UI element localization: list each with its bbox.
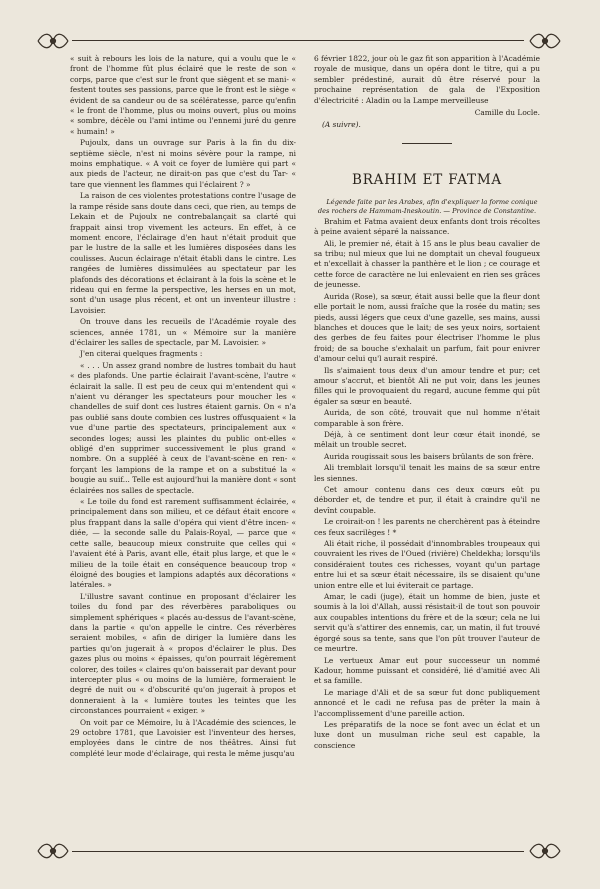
paragraph: Ali tremblait lorsqu'il tenait les mains de sa sœur entre les siennes. <box>314 463 540 483</box>
fleuron-ornament-icon <box>36 30 70 52</box>
paragraph: Ali, le premier né, était à 15 ans le plus beau cavalier de sa tribu; nul mieux que lui ne domptait un cheval fougueux et n'excellait à chasser la panthère et le lion ; ce courage et cette force de caractère ne lui enlevaient en rien ses grâces de jeunesse. <box>314 238 540 290</box>
paragraph: Le croirait-on ! les parents ne cherchèrent pas à éteindre ces feux sacrilèges ! * <box>314 517 540 537</box>
story-subtitle: Légende faite par les Arabes, afin d'expliquer la forme conique des rochers de Hammam-Ineskoutin. — Province de Constantine. <box>317 197 538 215</box>
right-column <box>314 54 540 838</box>
paragraph: J'en citerai quelques fragments : <box>80 349 203 359</box>
paragraph: L'illustre savant continue en proposant d'éclairer les toiles du fond par des réverbères paraboliques ou simplement sphériques « placés au-dessus de l'avant-scène, dans la partie « qu'on appelle le cintre. Ces réverbères seraient mobiles, « afin de diriger la lumière dans les parties qu'on jugerait à « propos d'éclairer le plus. Des gazes plus ou moins « épaisses, qu'on pourrait légèrement colorer, des toiles « claires qu'on baisserait par devant pour intercepter plus « ou moins de la lumière, formeraient le degré de nuit ou « d'obscurité qu'on jugerait à propos et donneraient à la « lumière toutes les teintes que les circonstances pourraient « exiger. » <box>70 591 296 716</box>
paragraph: Amar, le cadi (juge), était un homme de bien, juste et soumis à la loi d'Allah, aussi résistait-il de tout son pouvoir aux coupables intentions du frère et de la sœur; cela ne lui servit qu'à s'attirer des ennemis, car, un matin, il fut trouvé égorgé sous sa tente, sans que l'on pût trouver l'auteur de ce meurtre. <box>314 592 540 654</box>
fleuron-ornament-icon <box>528 30 562 52</box>
paragraph: Ils s'aimaient tous deux d'un amour tendre et pur; cet amour s'accrut, et bientôt Ali ne put voir, dans les jeunes filles qui le provoquaient du regard, aucune femme qui pût égaler sa sœur en beauté. <box>314 365 540 406</box>
paragraph: Aurida rougissait sous les baisers brûlants de son frère. <box>324 451 534 461</box>
author-signature: Camille du Locle. <box>474 108 540 118</box>
top-border-rule <box>72 40 524 41</box>
to-be-continued-note: (A suivre). <box>322 120 361 130</box>
paragraph: Les préparatifs de la noce se font avec un éclat et un luxe dont un musulman riche seul est capable, la conscience <box>314 719 540 750</box>
paragraph: Cet amour contenu dans ces deux cœurs eût pu déborder et, de tendre et pur, il était à craindre qu'il ne devînt coupable. <box>314 485 540 515</box>
paragraph: « . . . Un assez grand nombre de lustres tombait du haut « des plafonds. Une partie éclairait l'avant-scène, l'autre « éclairait la salle. Il est peu de ceux qui m'entendent qui « n'aient vu déranger les spectateurs pour moucher les « chandelles de suif dont ces lustres étaient garnis. On « n'a pas oublié sans doute combien ces lustres offusquaient « la vue d'une partie des spectateurs, principalement aux « secondes loges; aussi les plaintes du public ont-elles « obligé d'en supprimer successivement le plus grand « nombre. On a suppléé à ceux de l'avant-scène en ren- « forçant les lampions de la rampe et on a substitué la « bougie au suif... Telle est aujourd'hui la manière dont « sont éclairées nos salles de spectacle. <box>70 360 296 495</box>
paragraph: Le mariage d'Ali et de sa sœur fut donc publiquement annoncé et le cadi ne refusa pas de prêter la main à l'accomplissement d'une pareille action. <box>314 687 540 718</box>
bottom-border-rule <box>72 851 524 852</box>
left-column <box>70 54 296 838</box>
paragraph: On voit par ce Mémoire, lu à l'Académie des sciences, le 29 octobre 1781, que Lavoisier est l'inventeur des herses, employées dans le cintre de nos théâtres. Ainsi fut complété leur mode d'éclairage, qui resta le même jusqu'au <box>70 717 296 758</box>
paragraph: Ali était riche, il possédait d'innombrables troupeaux qui couvraient les rives de l'Oued (rivière) Cheldekha; lorsqu'ils considéraient toutes ces richesses, voyant qu'un partage entre lui et sa sœur était nécessaire, ils se disaient qu'une union entre elle et lui éviterait ce partage. <box>314 539 540 590</box>
paragraph: Déjà, à ce sentiment dont leur cœur était inondé, se mêlait un trouble secret. <box>314 429 540 450</box>
paragraph: 6 février 1822, jour où le gaz fit son apparition à l'Académie royale de musique, dans un opéra dont le titre, qui a pu sembler prédestiné, aurait dû être réservé pour la prochaine représentation de gala de l'Exposition d'électricité : Aladin ou la Lampe merveilleuse <box>314 54 540 105</box>
story-title: BRAHIM ET FATMA <box>352 171 502 188</box>
paragraph: « suit à rebours les lois de la nature, qui a voulu que le « front de l'homme fût plus éclairé que le reste de son « corps, parce que c'est sur le front que siègent et se mani- « festent toutes ses passions, parce que le front est le siège « évident de sa candeur ou de sa scélératesse, parce qu'enfin « le front de l'homme, plus ou moins ouvert, plus ou moins « sombre, décèle ou l'ami intime ou l'ennemi juré du genre « humain! » <box>70 54 296 136</box>
paragraph: Le vertueux Amar eut pour successeur un nommé Kadour, homme puissant et considéré, lié d'amitié avec Ali et sa famille. <box>314 655 540 686</box>
fleuron-ornament-icon <box>36 840 70 862</box>
paragraph: On trouve dans les recueils de l'Académie royale des sciences, année 1781, un « Mémoire sur la manière d'éclairer les salles de spectacle, par M. Lavoisier. » <box>70 317 296 347</box>
paragraph: Brahim et Fatma avaient deux enfants dont trois récoltes à peine avaient séparé la naissance. <box>314 216 540 237</box>
paragraph: Aurida, de son côté, trouvait que nul homme n'était comparable à son frère. <box>314 408 540 428</box>
section-separator <box>402 143 452 144</box>
paragraph: Aurida (Rose), sa sœur, était aussi belle que la fleur dont elle portait le nom, aussi fraîche que la rosée du matin; ses pieds, aussi légers que ceux d'une gazelle, ses mains, aussi blanches et douces que le lait; de ses yeux noirs, sortaient des gerbes de feu faites pour électriser l'homme le plus froid; de sa bouche s'exhalait un parfum, fait pour enivrer d'amour celui qu'l aurait respiré. <box>314 291 540 364</box>
paragraph: La raison de ces violentes protestations contre l'usage de la rampe réside sans doute dans ceci, que rien, au temps de Lekain et de Pujoulx ne contrebalançait sa clarté qui frappait ainsi trop vivement les acteurs. En effet, à ce moment encore, l'éclairage d'en haut n'était produit que par le lustre de la salle et les lumières disposées dans les coulisses. Aucun éclairage n'était établi dans le cintre. Les rangées de lumières dissimulées au spectateur par les plafonds des décorations et éclairant à la fois la scène et le rideau qui en ferme la perspective, les herses en un mot, sont d'un usage plus récent, et ont un inventeur illustre : Lavoisier. <box>70 191 296 315</box>
fleuron-ornament-icon <box>528 840 562 862</box>
paragraph: Pujoulx, dans un ouvrage sur Paris à la fin du dix-septième siècle, n'est ni moins sévère pour la rampe, ni moins emphatique. « A voit ce foyer de lumière qui part « aux pieds de l'acteur, ne dirait-on pas que c'est du Tar- « tare que viennent les flammes qui l'éclairent ? » <box>70 138 296 189</box>
paragraph: « Le toile du fond est rarement suffisamment éclairée, « principalement dans son milieu, et ce défaut était encore « plus frappant dans la salle d'opéra qui vient d'être incen- « diée, — la seconde salle du Palais-Royal, — parce que « cette salle, beaucoup mieux construite que celles qui « l'avaient été à Paris, avant elle, était plus large, et que le « milieu de la toile était en conséquence beaucoup trop « éloigné des bougies et lampions adaptés aux décorations « latérales. » <box>70 497 296 590</box>
